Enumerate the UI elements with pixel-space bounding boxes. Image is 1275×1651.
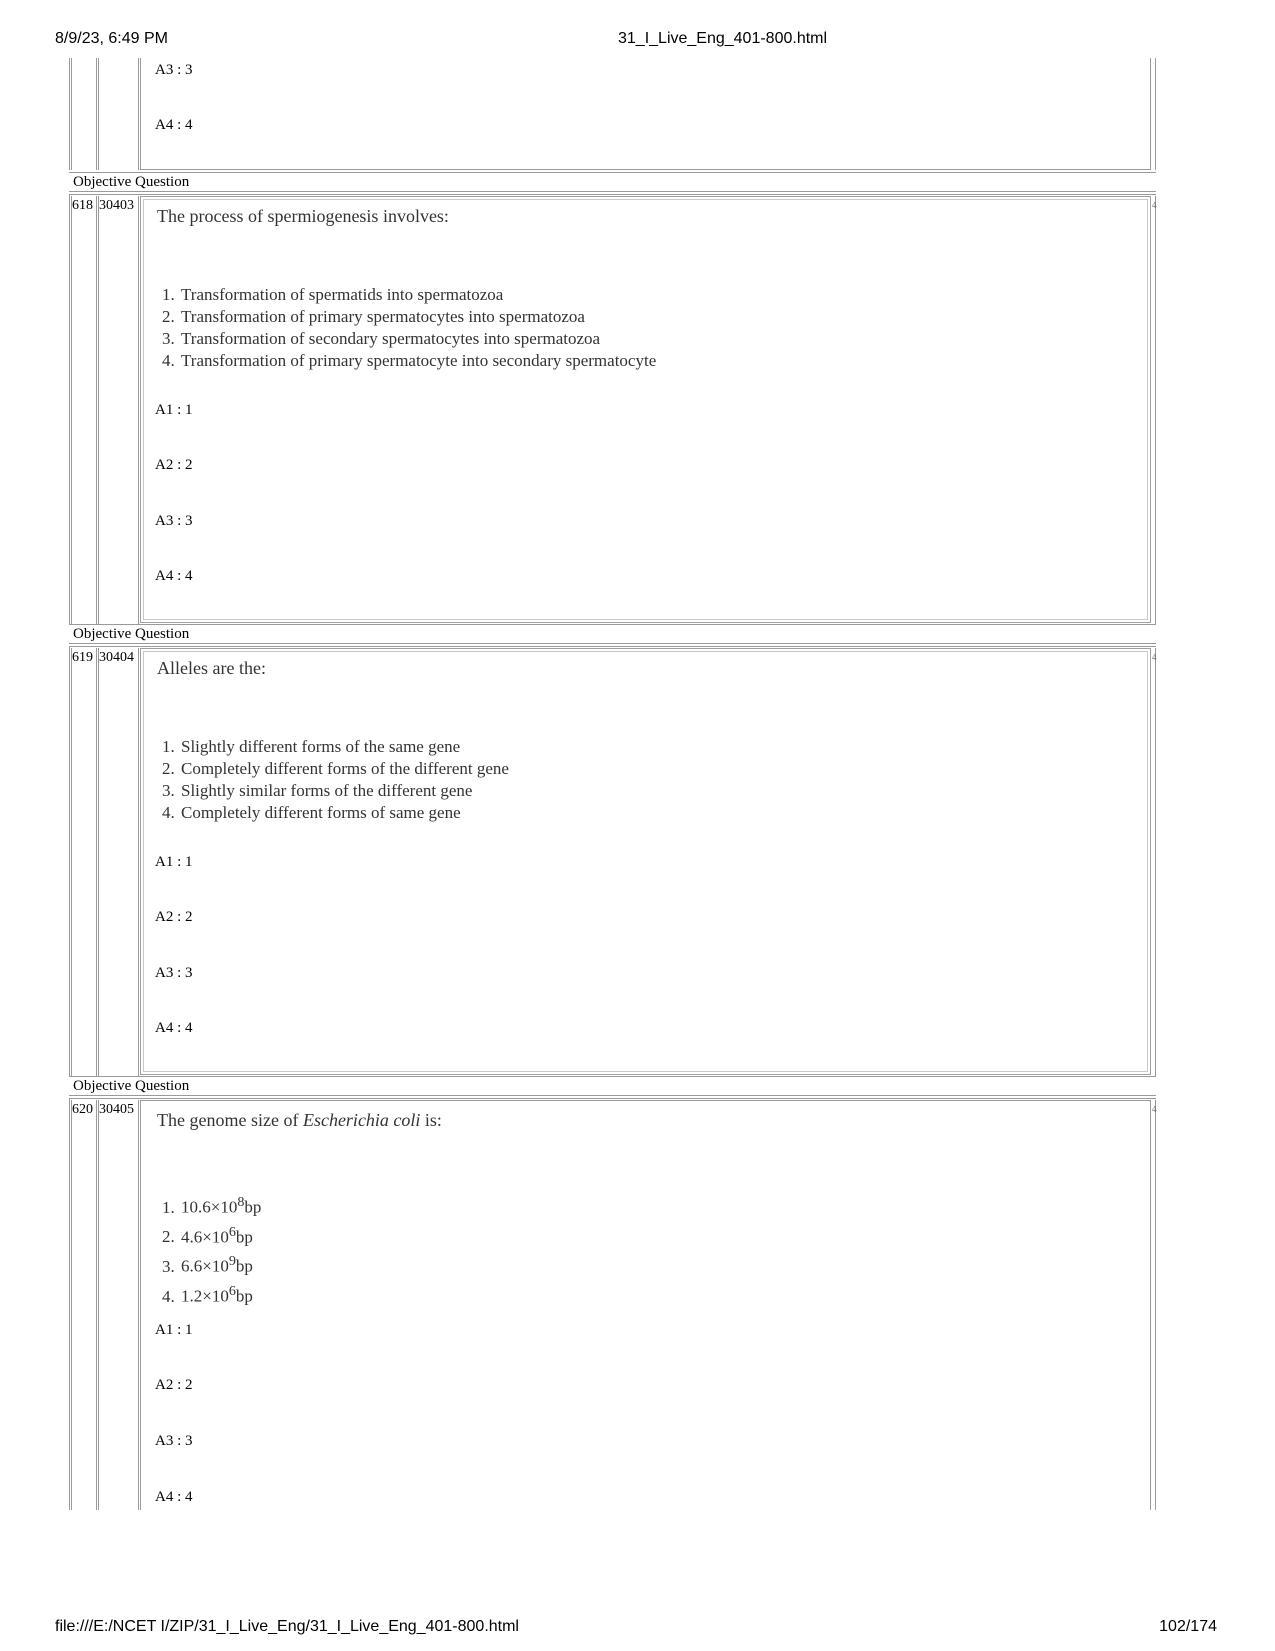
answer-3: A3 : 3 [155,1433,193,1449]
answer-4: A4 : 4 [155,1020,193,1036]
answer-4: A4 : 4 [155,568,193,584]
option-list [157,284,656,372]
option-2: 2. Transformation of primary spermatocytes into spermatozoa [179,306,656,328]
print-page-number: 102/174 [1159,1618,1217,1635]
answer-1: A1 : 1 [155,402,193,418]
option-list [157,1190,261,1309]
prev-answer-3: A3 : 3 [155,62,193,78]
organism-name: Escherichia coli [302,1110,421,1130]
answer-1: A1 : 1 [155,854,193,870]
question-text-prefix: The genome size of [157,1110,303,1130]
answer-2: A2 : 2 [155,909,193,925]
answer-1: A1 : 1 [155,1322,193,1338]
question-text: Alleles are the: [157,658,266,678]
question-text-suffix: is: [420,1110,442,1130]
option-3: 3. Slightly similar forms of the different gene [179,780,509,802]
print-file-path: file:///E:/NCET I/ZIP/31_I_Live_Eng/31_I_Live_Eng_401-800.html [55,1618,519,1635]
option-2: 2. Completely different forms of the different gene [179,758,509,780]
option-list [157,736,509,824]
prev-answer-4: A4 : 4 [155,117,193,133]
option-4: 4. Transformation of primary spermatocyte into secondary spermatocyte [179,350,656,372]
print-date: 8/9/23, 6:49 PM [55,30,168,47]
answer-2: A2 : 2 [155,457,193,473]
option-1: 1. $10.6\times 10^8bp$ [179,1190,261,1220]
answer-3: A3 : 3 [155,513,193,529]
section-label: Objective Question [73,626,190,642]
question-serial: 618 [72,198,93,213]
answer-4: A4 : 4 [155,1489,193,1505]
option-2: 2. $4.6\times 10^6bp$ [179,1220,261,1250]
option-1: 1. Slightly different forms of the same gene [179,736,509,758]
answer-3: A3 : 3 [155,965,193,981]
print-title: 31_I_Live_Eng_401-800.html [618,30,828,47]
question-text [157,1110,442,1131]
question-text: The process of spermiogenesis involves: [157,206,449,226]
option-3: 3. $6.6\times 10^9bp$ [179,1249,261,1279]
option-1: 1. Transformation of spermatids into spermatozoa [179,284,656,306]
option-4: 4. Completely different forms of same gene [179,802,509,824]
question-id: 30405 [99,1102,134,1117]
option-3: 3. Transformation of secondary spermatocytes into spermatozoa [179,328,656,350]
section-label: Objective Question [73,1078,190,1094]
question-id: 30404 [99,650,134,665]
question-serial: 619 [72,650,93,665]
question-serial: 620 [72,1102,93,1117]
question-id: 30403 [99,198,134,213]
section-label: Objective Question [73,174,190,190]
answer-2: A2 : 2 [155,1377,193,1393]
option-4: 4. $1.2\times 10^6bp$ [179,1279,261,1309]
